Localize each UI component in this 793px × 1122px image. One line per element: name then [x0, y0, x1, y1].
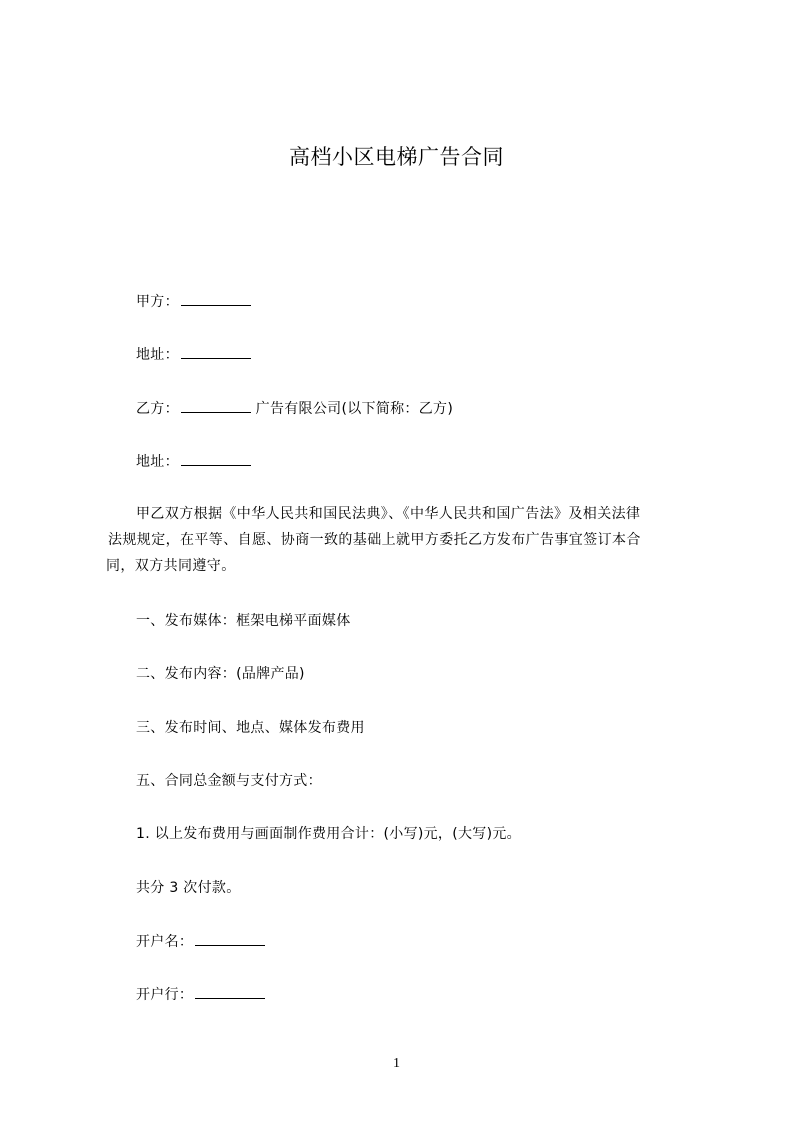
installments-note: 共分 3 次付款。 [136, 880, 241, 896]
account-name-line [136, 931, 265, 952]
document-title: 高档小区电梯广告合同 [289, 145, 504, 169]
page-number: 1 [393, 1056, 400, 1071]
address-a-line [136, 344, 251, 365]
account-name-label: 开户名： [136, 934, 194, 950]
party-b-label: 乙方： [136, 401, 179, 417]
payment-item-1: 1. 以上发布费用与画面制作费用合计：(小写)元，(大写)元。 [136, 826, 521, 842]
party-b-line [136, 398, 453, 419]
party-b-blank [181, 398, 251, 413]
party-b-suffix: 广告有限公司(以下简称：乙方) [250, 401, 454, 417]
address-b-line [136, 451, 251, 472]
account-name-blank [195, 931, 265, 946]
bank-blank [195, 984, 265, 999]
party-a-blank [181, 291, 251, 306]
party-a-label: 甲方： [136, 294, 179, 310]
address-a-blank [181, 344, 251, 359]
preamble-line: 同，双方共同遵守。 [106, 558, 236, 574]
preamble-line: 甲乙双方根据《中华人民共和国民法典》、《中华人民共和国广告法》及相关法律 [136, 506, 641, 522]
clause-2: 二、发布内容：(品牌产品) [136, 666, 305, 682]
clause-1: 一、发布媒体：框架电梯平面媒体 [136, 613, 351, 629]
preamble-paragraph [106, 501, 702, 579]
bank-line [136, 984, 265, 1005]
party-a-line [136, 291, 251, 312]
clause-5: 五、合同总金额与支付方式： [136, 773, 322, 789]
preamble-line: 法规规定，在平等、自愿、协商一致的基础上就甲方委托乙方发布广告事宜签订本合 [108, 532, 641, 548]
bank-label: 开户行： [136, 987, 194, 1003]
address-b-label: 地址： [136, 454, 179, 470]
address-b-blank [181, 451, 251, 466]
clause-3: 三、发布时间、地点、媒体发布费用 [136, 720, 365, 736]
address-a-label: 地址： [136, 347, 179, 363]
